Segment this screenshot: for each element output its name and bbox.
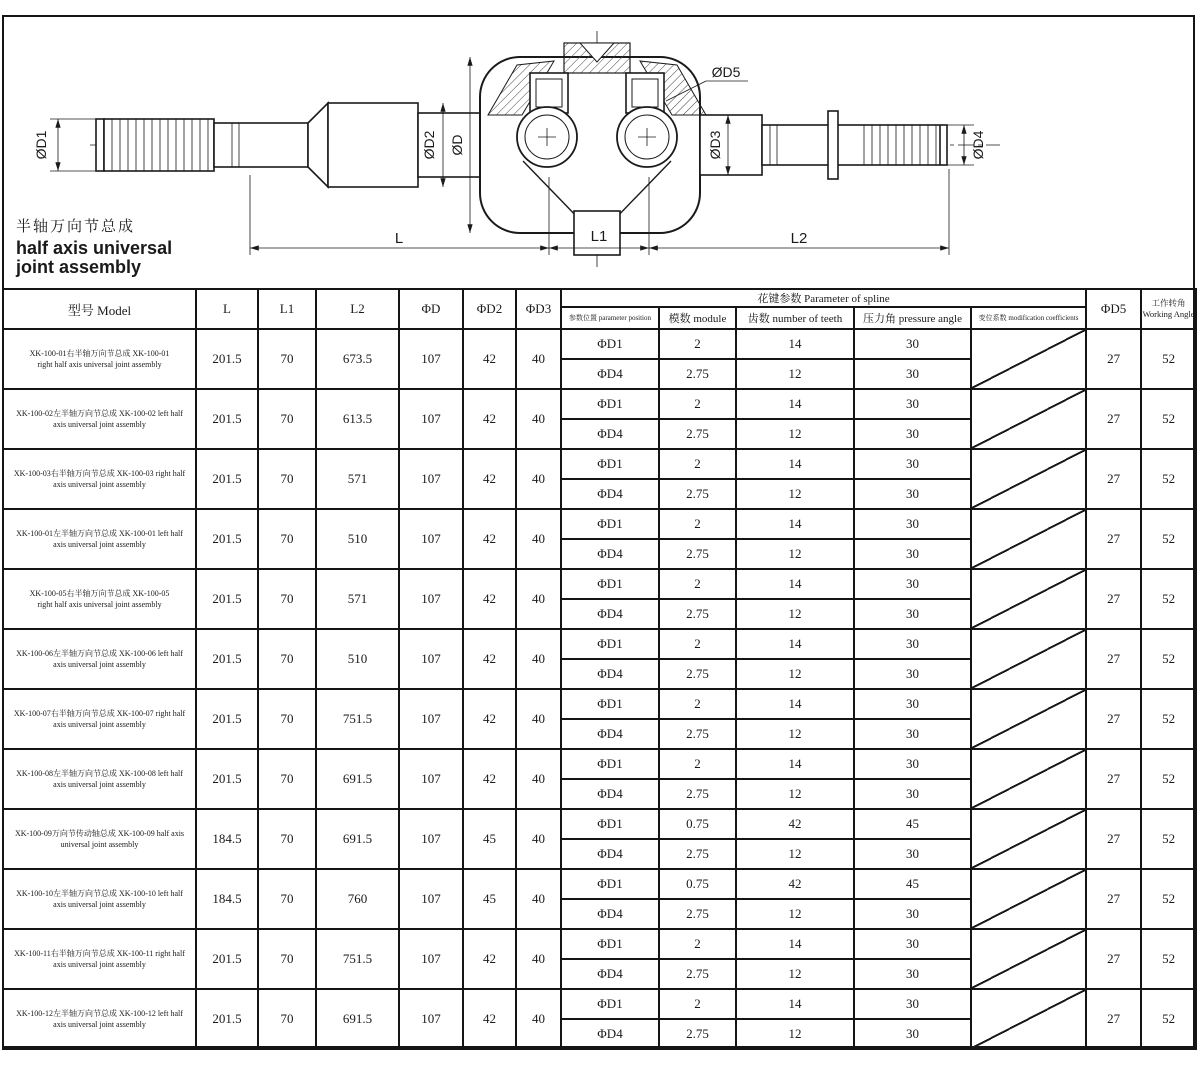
cell-spline-angle: 30 — [854, 329, 971, 359]
cell-spline-pos: ΦD4 — [561, 419, 659, 449]
cell-working-angle: 52 — [1141, 809, 1196, 869]
cell-d: 107 — [399, 689, 463, 749]
cell-spline-teeth: 12 — [736, 779, 854, 809]
cell-l: 184.5 — [196, 809, 258, 869]
cell-working-angle: 52 — [1141, 389, 1196, 449]
cell-d2: 42 — [463, 629, 516, 689]
cell-l2: 673.5 — [316, 329, 399, 389]
cell-d3: 40 — [516, 569, 561, 629]
model-cell — [3, 809, 196, 869]
cell-d: 107 — [399, 929, 463, 989]
cell-l2: 760 — [316, 869, 399, 929]
cell-spline-pos: ΦD4 — [561, 539, 659, 569]
cell-l2: 751.5 — [316, 689, 399, 749]
cell-mod-coeff — [971, 809, 1086, 869]
model-cell — [3, 629, 196, 689]
cell-d2: 42 — [463, 689, 516, 749]
cell-d2: 42 — [463, 989, 516, 1049]
model-line1: XK-100-01左半轴万向节总成 XK-100-01 left half — [16, 528, 183, 538]
cell-spline-teeth: 14 — [736, 389, 854, 419]
cell-d5: 27 — [1086, 629, 1141, 689]
table-body — [3, 329, 1196, 1049]
cell-spline-teeth: 14 — [736, 449, 854, 479]
cell-spline-pos: ΦD1 — [561, 929, 659, 959]
cell-d: 107 — [399, 989, 463, 1049]
model-cell — [3, 509, 196, 569]
cell-spline-teeth: 42 — [736, 809, 854, 839]
cell-spline-angle: 30 — [854, 389, 971, 419]
cell-spline-teeth: 12 — [736, 659, 854, 689]
cell-d5: 27 — [1086, 329, 1141, 389]
cell-l1: 70 — [258, 389, 316, 449]
model-line1: XK-100-08左半轴万向节总成 XK-100-08 left half — [16, 768, 183, 778]
cell-working-angle: 52 — [1141, 569, 1196, 629]
cell-spline-module: 2 — [659, 629, 736, 659]
cell-d5: 27 — [1086, 869, 1141, 929]
table-row — [3, 629, 1196, 659]
cell-spline-pos: ΦD1 — [561, 809, 659, 839]
cell-d: 107 — [399, 389, 463, 449]
cell-l: 201.5 — [196, 449, 258, 509]
cell-working-angle: 52 — [1141, 929, 1196, 989]
cell-spline-module: 2.75 — [659, 359, 736, 389]
cell-spline-pos: ΦD4 — [561, 899, 659, 929]
cell-spline-module: 2.75 — [659, 779, 736, 809]
model-line1: XK-100-11右半轴万向节总成 XK-100-11 right half — [14, 948, 185, 958]
header-d3: ΦD3 — [516, 289, 561, 329]
cell-spline-angle: 30 — [854, 659, 971, 689]
header-working-angle-en: Working Angle — [1142, 309, 1195, 319]
parameter-table — [2, 288, 1197, 1050]
cell-d2: 42 — [463, 569, 516, 629]
header-model: 型号 Model — [3, 289, 196, 329]
model-line1: XK-100-07右半轴万向节总成 XK-100-07 right half — [13, 708, 186, 718]
dim-label-d2: ØD2 — [421, 130, 437, 160]
dim-label-l1: L1 — [590, 228, 608, 245]
header-param-position: 参数位置 parameter position — [561, 307, 659, 329]
model-line1: XK-100-06左半轴万向节总成 XK-100-06 left half — [16, 648, 183, 658]
cell-l: 201.5 — [196, 569, 258, 629]
cell-spline-module: 2.75 — [659, 899, 736, 929]
header-working-angle — [1141, 289, 1196, 329]
cell-spline-angle: 30 — [854, 359, 971, 389]
cell-l1: 70 — [258, 449, 316, 509]
model-line1: XK-100-01右半轴万向节总成 XK-100-01 — [29, 348, 170, 358]
cell-spline-module: 2 — [659, 509, 736, 539]
cell-l2: 571 — [316, 569, 399, 629]
dim-label-l: L — [394, 230, 404, 247]
cell-spline-pos: ΦD1 — [561, 749, 659, 779]
cell-spline-angle: 30 — [854, 629, 971, 659]
cell-spline-pos: ΦD4 — [561, 659, 659, 689]
cell-d5: 27 — [1086, 509, 1141, 569]
cell-d3: 40 — [516, 449, 561, 509]
cell-mod-coeff — [971, 509, 1086, 569]
model-line2: axis universal joint assembly — [53, 420, 146, 429]
cell-d2: 42 — [463, 749, 516, 809]
model-cell — [3, 989, 196, 1049]
table-header — [3, 289, 1196, 329]
cell-spline-teeth: 14 — [736, 929, 854, 959]
cell-l: 201.5 — [196, 329, 258, 389]
model-line2: right half axis universal joint assembly — [37, 600, 162, 609]
model-line1: XK-100-03右半轴万向节总成 XK-100-03 right half — [13, 468, 186, 478]
cell-spline-angle: 30 — [854, 539, 971, 569]
table-row — [3, 929, 1196, 959]
cell-l: 201.5 — [196, 629, 258, 689]
cell-d: 107 — [399, 869, 463, 929]
cell-spline-angle: 30 — [854, 419, 971, 449]
cell-spline-teeth: 14 — [736, 689, 854, 719]
model-cell — [3, 689, 196, 749]
assembly-drawing — [2, 15, 1195, 288]
cell-d3: 40 — [516, 869, 561, 929]
dim-label-d3: ØD3 — [707, 130, 723, 160]
cell-d3: 40 — [516, 389, 561, 449]
cell-d: 107 — [399, 629, 463, 689]
cell-spline-teeth: 12 — [736, 599, 854, 629]
cell-l2: 510 — [316, 509, 399, 569]
cell-mod-coeff — [971, 689, 1086, 749]
cell-d2: 42 — [463, 449, 516, 509]
model-line2: axis universal joint assembly — [53, 480, 146, 489]
cell-d3: 40 — [516, 629, 561, 689]
header-d2: ΦD2 — [463, 289, 516, 329]
header-pressure-angle: 压力角 pressure angle — [854, 307, 971, 329]
dim-label-d4: ØD4 — [970, 130, 986, 160]
cell-spline-module: 2 — [659, 569, 736, 599]
cell-working-angle: 52 — [1141, 329, 1196, 389]
table-row — [3, 329, 1196, 359]
model-cell — [3, 749, 196, 809]
cell-spline-teeth: 14 — [736, 329, 854, 359]
cell-working-angle: 52 — [1141, 509, 1196, 569]
header-mod-coeff: 变位系数 modification coefficients — [971, 307, 1086, 329]
header-teeth: 齿数 number of teeth — [736, 307, 854, 329]
model-line2: axis universal joint assembly — [53, 960, 146, 969]
cell-mod-coeff — [971, 569, 1086, 629]
cell-d3: 40 — [516, 749, 561, 809]
cell-spline-teeth: 12 — [736, 719, 854, 749]
cell-spline-teeth: 12 — [736, 479, 854, 509]
cell-spline-angle: 30 — [854, 569, 971, 599]
title-english-line2: joint assembly — [16, 257, 142, 278]
cell-spline-module: 2.75 — [659, 719, 736, 749]
model-line2: axis universal joint assembly — [53, 720, 146, 729]
cell-d: 107 — [399, 569, 463, 629]
table-row — [3, 689, 1196, 719]
model-line1: XK-100-09万向节传动轴总成 XK-100-09 half axis — [14, 828, 185, 838]
model-line1: XK-100-12左半轴万向节总成 XK-100-12 left half — [16, 1008, 183, 1018]
cell-working-angle: 52 — [1141, 449, 1196, 509]
cell-d5: 27 — [1086, 989, 1141, 1049]
cell-d: 107 — [399, 509, 463, 569]
cell-l1: 70 — [258, 689, 316, 749]
table-row — [3, 389, 1196, 419]
model-cell — [3, 449, 196, 509]
cell-spline-teeth: 12 — [736, 419, 854, 449]
model-line2: axis universal joint assembly — [53, 1020, 146, 1029]
table-row — [3, 569, 1196, 599]
header-working-angle-cn: 工作转角 — [1151, 298, 1186, 309]
cell-d: 107 — [399, 449, 463, 509]
cell-spline-module: 2 — [659, 449, 736, 479]
cell-spline-teeth: 14 — [736, 509, 854, 539]
cell-spline-pos: ΦD1 — [561, 449, 659, 479]
cell-working-angle: 52 — [1141, 749, 1196, 809]
cell-spline-pos: ΦD1 — [561, 569, 659, 599]
cell-d2: 45 — [463, 809, 516, 869]
cell-spline-angle: 45 — [854, 869, 971, 899]
header-l2: L2 — [316, 289, 399, 329]
cell-d: 107 — [399, 809, 463, 869]
cell-mod-coeff — [971, 449, 1086, 509]
cell-l1: 70 — [258, 509, 316, 569]
cell-d5: 27 — [1086, 809, 1141, 869]
dim-label-l2: L2 — [790, 230, 808, 247]
header-d: ΦD — [399, 289, 463, 329]
cell-d5: 27 — [1086, 389, 1141, 449]
header-spline-group: 花键参数 Parameter of spline — [561, 289, 1086, 307]
cell-l: 201.5 — [196, 929, 258, 989]
model-line2: right half axis universal joint assembly — [37, 360, 162, 369]
cell-spline-pos: ΦD1 — [561, 869, 659, 899]
cell-d5: 27 — [1086, 449, 1141, 509]
cell-l2: 691.5 — [316, 749, 399, 809]
cell-spline-module: 2 — [659, 929, 736, 959]
cell-spline-teeth: 14 — [736, 629, 854, 659]
cell-spline-angle: 30 — [854, 1019, 971, 1049]
cell-d: 107 — [399, 329, 463, 389]
cell-mod-coeff — [971, 629, 1086, 689]
cell-spline-module: 2 — [659, 749, 736, 779]
cell-spline-angle: 45 — [854, 809, 971, 839]
cell-spline-module: 2.75 — [659, 659, 736, 689]
cell-spline-pos: ΦD1 — [561, 329, 659, 359]
cell-spline-angle: 30 — [854, 509, 971, 539]
model-line2: universal joint assembly — [60, 840, 139, 849]
cell-spline-module: 2 — [659, 389, 736, 419]
model-cell — [3, 869, 196, 929]
header-d5: ΦD5 — [1086, 289, 1141, 329]
cell-l: 201.5 — [196, 989, 258, 1049]
cell-spline-teeth: 14 — [736, 749, 854, 779]
cell-spline-module: 2.75 — [659, 479, 736, 509]
model-cell — [3, 569, 196, 629]
cell-working-angle: 52 — [1141, 869, 1196, 929]
cell-spline-angle: 30 — [854, 899, 971, 929]
cell-l1: 70 — [258, 629, 316, 689]
joint-housing — [480, 43, 706, 255]
cell-l: 201.5 — [196, 389, 258, 449]
cell-d3: 40 — [516, 989, 561, 1049]
cell-l: 201.5 — [196, 749, 258, 809]
cell-l2: 691.5 — [316, 809, 399, 869]
cell-mod-coeff — [971, 989, 1086, 1049]
cell-l1: 70 — [258, 989, 316, 1049]
cell-d5: 27 — [1086, 689, 1141, 749]
cell-l1: 70 — [258, 809, 316, 869]
cell-working-angle: 52 — [1141, 629, 1196, 689]
cell-spline-pos: ΦD1 — [561, 689, 659, 719]
cell-spline-module: 2.75 — [659, 419, 736, 449]
cell-spline-teeth: 12 — [736, 359, 854, 389]
dim-label-d5: ØD5 — [711, 64, 741, 80]
cell-l1: 70 — [258, 569, 316, 629]
cell-d5: 27 — [1086, 929, 1141, 989]
cell-d3: 40 — [516, 509, 561, 569]
cell-spline-module: 2.75 — [659, 1019, 736, 1049]
cell-spline-teeth: 12 — [736, 899, 854, 929]
table-row — [3, 509, 1196, 539]
cell-spline-angle: 30 — [854, 749, 971, 779]
cell-spline-teeth: 12 — [736, 1019, 854, 1049]
cell-mod-coeff — [971, 929, 1086, 989]
cell-d2: 42 — [463, 929, 516, 989]
cell-spline-pos: ΦD4 — [561, 1019, 659, 1049]
cell-l: 201.5 — [196, 509, 258, 569]
dim-label-d: ØD — [449, 134, 465, 156]
model-line2: axis universal joint assembly — [53, 900, 146, 909]
cell-spline-angle: 30 — [854, 689, 971, 719]
header-module: 模数 module — [659, 307, 736, 329]
cell-spline-angle: 30 — [854, 779, 971, 809]
dim-label-d1: ØD1 — [33, 130, 49, 160]
cell-d2: 42 — [463, 389, 516, 449]
cell-spline-module: 2 — [659, 329, 736, 359]
cell-d: 107 — [399, 749, 463, 809]
cell-l1: 70 — [258, 749, 316, 809]
title-english-line1: half axis universal — [16, 237, 173, 258]
cell-spline-angle: 30 — [854, 929, 971, 959]
cell-spline-module: 2.75 — [659, 539, 736, 569]
cell-spline-pos: ΦD1 — [561, 629, 659, 659]
cell-l1: 70 — [258, 329, 316, 389]
cell-d3: 40 — [516, 929, 561, 989]
model-cell — [3, 389, 196, 449]
table-row — [3, 989, 1196, 1019]
cell-l: 184.5 — [196, 869, 258, 929]
cell-d5: 27 — [1086, 569, 1141, 629]
cell-spline-teeth: 12 — [736, 539, 854, 569]
cell-spline-teeth: 12 — [736, 839, 854, 869]
cell-mod-coeff — [971, 329, 1086, 389]
model-line1: XK-100-05右半轴万向节总成 XK-100-05 — [29, 588, 170, 598]
table-row — [3, 869, 1196, 899]
cell-spline-pos: ΦD4 — [561, 839, 659, 869]
cell-working-angle: 52 — [1141, 989, 1196, 1049]
model-cell — [3, 329, 196, 389]
cell-l2: 751.5 — [316, 929, 399, 989]
cell-spline-pos: ΦD1 — [561, 389, 659, 419]
cell-d3: 40 — [516, 689, 561, 749]
cell-d5: 27 — [1086, 749, 1141, 809]
cell-spline-module: 0.75 — [659, 809, 736, 839]
cell-l1: 70 — [258, 929, 316, 989]
cell-spline-angle: 30 — [854, 449, 971, 479]
cell-spline-pos: ΦD1 — [561, 509, 659, 539]
cell-spline-pos: ΦD4 — [561, 719, 659, 749]
cell-l2: 691.5 — [316, 989, 399, 1049]
model-line2: axis universal joint assembly — [53, 660, 146, 669]
right-shaft — [700, 111, 947, 179]
cell-spline-angle: 30 — [854, 989, 971, 1019]
title-chinese: 半轴万向节总成 — [16, 219, 136, 235]
cell-spline-pos: ΦD4 — [561, 479, 659, 509]
cell-spline-pos: ΦD4 — [561, 359, 659, 389]
cell-spline-module: 2.75 — [659, 839, 736, 869]
cell-d2: 42 — [463, 329, 516, 389]
table-row — [3, 749, 1196, 779]
cell-spline-angle: 30 — [854, 959, 971, 989]
universal-joint-schematic — [2, 15, 1195, 288]
cell-spline-module: 2.75 — [659, 959, 736, 989]
cell-spline-teeth: 42 — [736, 869, 854, 899]
cell-mod-coeff — [971, 749, 1086, 809]
cell-working-angle: 52 — [1141, 689, 1196, 749]
cell-l2: 613.5 — [316, 389, 399, 449]
cell-spline-teeth: 12 — [736, 959, 854, 989]
cell-spline-teeth: 14 — [736, 569, 854, 599]
model-line2: axis universal joint assembly — [53, 540, 146, 549]
cell-spline-pos: ΦD4 — [561, 599, 659, 629]
cell-spline-module: 2.75 — [659, 599, 736, 629]
cell-spline-module: 2 — [659, 689, 736, 719]
cell-l: 201.5 — [196, 689, 258, 749]
header-l1: L1 — [258, 289, 316, 329]
cell-spline-angle: 30 — [854, 599, 971, 629]
table-row — [3, 449, 1196, 479]
cell-d3: 40 — [516, 809, 561, 869]
cell-l1: 70 — [258, 869, 316, 929]
cell-spline-pos: ΦD1 — [561, 989, 659, 1019]
cell-spline-angle: 30 — [854, 719, 971, 749]
cell-d2: 42 — [463, 509, 516, 569]
cell-d2: 45 — [463, 869, 516, 929]
model-line1: XK-100-02左半轴万向节总成 XK-100-02 left half — [16, 408, 183, 418]
cell-spline-pos: ΦD4 — [561, 959, 659, 989]
cell-spline-module: 0.75 — [659, 869, 736, 899]
cell-l2: 571 — [316, 449, 399, 509]
model-line1: XK-100-10左半轴万向节总成 XK-100-10 left half — [16, 888, 183, 898]
cell-d3: 40 — [516, 329, 561, 389]
cell-spline-pos: ΦD4 — [561, 779, 659, 809]
table-row — [3, 809, 1196, 839]
cell-spline-teeth: 14 — [736, 989, 854, 1019]
cell-spline-angle: 30 — [854, 479, 971, 509]
model-cell — [3, 929, 196, 989]
header-l: L — [196, 289, 258, 329]
model-line2: axis universal joint assembly — [53, 780, 146, 789]
cell-mod-coeff — [971, 389, 1086, 449]
cell-l2: 510 — [316, 629, 399, 689]
cell-spline-angle: 30 — [854, 839, 971, 869]
title-block — [16, 219, 172, 278]
cell-mod-coeff — [971, 869, 1086, 929]
cell-spline-module: 2 — [659, 989, 736, 1019]
